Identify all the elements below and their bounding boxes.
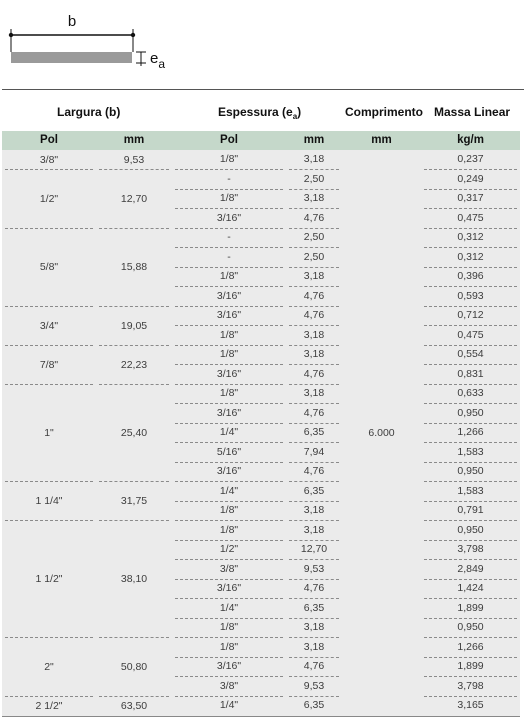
espessura-pol-cell: 3/16" [216, 309, 242, 321]
espessura-mm-cell: 3,18 [303, 328, 325, 341]
massa-linear-cell: 0,312 [457, 231, 484, 243]
largura-mm-cell: 63,50 [120, 699, 148, 712]
massa-linear-cell: 1,424 [457, 582, 484, 594]
massa-linear-cell: 0,249 [457, 172, 484, 185]
espessura-pol-cell: 3/16" [216, 582, 242, 594]
massa-linear-cell: 0,593 [457, 289, 484, 302]
massa-linear-cell: 0,317 [457, 192, 484, 204]
largura-mm-cell: 19,05 [120, 319, 148, 332]
espessura-mm-cell: 3,18 [303, 153, 325, 165]
massa-linear-cell: 0,554 [457, 348, 484, 360]
unit-comprimento-mm: mm [371, 134, 392, 146]
thickness-label: $e_a$ [150, 50, 166, 71]
espessura-pol-cell: 3/16" [216, 406, 242, 419]
massa-linear-cell: 0,312 [457, 250, 484, 263]
massa-linear-cell: 0,950 [457, 465, 484, 477]
espessura-mm-cell: 6,35 [303, 484, 325, 497]
espessura-pol-cell: 3/16" [216, 465, 242, 477]
unit-massa-kgm: kg/m [457, 134, 484, 146]
header-largura: Largura (b) [57, 105, 121, 119]
espessura-pol-cell: 1/8" [219, 348, 239, 360]
largura-pol-cell: 7/8" [39, 358, 59, 371]
comprimento-value: 6.000 [368, 426, 395, 439]
massa-linear-cell: 1,266 [457, 426, 484, 438]
espessura-pol-cell: 1/8" [219, 523, 239, 536]
massa-linear-cell: 2,849 [457, 562, 484, 575]
espessura-pol-cell: 3/8" [219, 679, 239, 692]
espessura-pol-cell: - [227, 231, 231, 243]
espessura-mm-cell: 9,53 [303, 679, 325, 692]
largura-pol-cell: 5/8" [39, 261, 59, 273]
massa-linear-cell: 3,798 [457, 543, 484, 555]
largura-mm-cell: 50,80 [120, 660, 148, 673]
espessura-pol-cell: 3/16" [216, 660, 242, 672]
espessura-mm-cell: 2,50 [303, 172, 325, 185]
massa-linear-cell: 1,266 [457, 640, 484, 653]
largura-mm-cell: 22,23 [120, 358, 148, 371]
espessura-mm-cell: 12,70 [300, 543, 328, 555]
massa-linear-cell: 1,583 [457, 484, 484, 497]
table-unit-headers [2, 131, 520, 150]
unit-espessura-mm: mm [303, 134, 325, 146]
espessura-pol-cell: 1/8" [219, 328, 239, 341]
largura-pol-cell: 1/2" [39, 192, 59, 205]
espessura-mm-cell: 4,76 [303, 582, 325, 594]
massa-linear-cell: 1,583 [457, 445, 484, 458]
espessura-mm-cell: 6,35 [303, 699, 325, 711]
espessura-pol-cell: 1/8" [219, 192, 239, 204]
width-label: b [67, 13, 77, 30]
massa-linear-cell: 0,712 [457, 309, 484, 321]
largura-pol-cell: 2" [44, 660, 54, 673]
espessura-pol-cell: 3/8" [219, 562, 239, 575]
unit-espessura-pol: Pol [220, 134, 238, 146]
espessura-mm-cell: 3,18 [303, 523, 325, 536]
espessura-mm-cell: 4,76 [303, 211, 325, 224]
header-comprimento: Comprimento [345, 105, 423, 119]
massa-linear-cell: 0,475 [457, 211, 484, 224]
massa-linear-cell: 0,237 [457, 153, 484, 165]
espessura-mm-cell: 3,18 [303, 348, 325, 360]
largura-pol-cell: 3/8" [39, 153, 59, 166]
massa-linear-cell: 0,633 [457, 387, 484, 399]
espessura-pol-cell: 1/8" [219, 387, 239, 399]
largura-mm-cell: 12,70 [120, 192, 148, 205]
espessura-pol-cell: 3/16" [216, 289, 242, 302]
data-table-body [2, 150, 520, 716]
largura-pol-cell: 1 1/4" [35, 495, 63, 507]
massa-linear-cell: 0,791 [457, 504, 484, 516]
espessura-pol-cell: - [227, 172, 231, 185]
massa-linear-cell: 0,950 [457, 523, 484, 536]
espessura-mm-cell: 4,76 [303, 406, 325, 419]
espessura-mm-cell: 3,18 [303, 387, 325, 399]
espessura-pol-cell: 1/8" [219, 153, 239, 165]
espessura-mm-cell: 3,18 [303, 270, 325, 282]
massa-linear-cell: 0,950 [457, 406, 484, 419]
espessura-pol-cell: 1/4" [219, 426, 239, 438]
table-group-headers [0, 101, 524, 123]
header-massa-linear: Massa Linear [434, 105, 511, 119]
largura-pol-cell: 3/4" [39, 319, 59, 332]
massa-linear-cell: 3,798 [457, 679, 484, 692]
largura-pol-cell: 2 1/2" [35, 699, 63, 712]
massa-linear-cell: 1,899 [457, 601, 484, 614]
espessura-mm-cell: 3,18 [303, 504, 325, 516]
unit-largura-mm: mm [123, 134, 145, 146]
espessura-pol-cell: 1/8" [219, 621, 239, 633]
massa-linear-cell: 0,831 [457, 367, 484, 380]
massa-linear-cell: 0,475 [457, 328, 484, 341]
espessura-mm-cell: 4,76 [303, 367, 325, 380]
espessura-pol-cell: 1/8" [219, 640, 239, 653]
espessura-mm-cell: 2,50 [303, 250, 325, 263]
espessura-mm-cell: 7,94 [303, 445, 325, 458]
espessura-pol-cell: 1/8" [219, 270, 239, 282]
largura-mm-cell: 15,88 [120, 261, 148, 273]
espessura-pol-cell: - [227, 250, 231, 263]
largura-mm-cell: 9,53 [123, 153, 145, 166]
header-espessura: Espessura $(e_a)$ [218, 105, 302, 121]
espessura-mm-cell: 4,76 [303, 465, 325, 477]
table-top-rule [2, 89, 524, 90]
massa-linear-cell: 0,950 [457, 621, 484, 633]
espessura-mm-cell: 9,53 [303, 562, 325, 575]
massa-linear-cell: 3,165 [457, 699, 484, 711]
espessura-mm-cell: 4,76 [303, 660, 325, 672]
massa-linear-cell: 1,899 [457, 660, 484, 672]
espessura-mm-cell: 3,18 [303, 640, 325, 653]
espessura-mm-cell: 4,76 [303, 309, 325, 321]
espessura-pol-cell: 3/16" [216, 211, 242, 224]
espessura-mm-cell: 3,18 [303, 192, 325, 204]
espessura-mm-cell: 6,35 [303, 426, 325, 438]
largura-pol-cell: 1" [44, 426, 54, 439]
espessura-mm-cell: 2,50 [303, 231, 325, 243]
espessura-pol-cell: 3/16" [216, 367, 242, 380]
largura-mm-cell: 25,40 [120, 426, 148, 439]
massa-linear-cell: 0,396 [457, 270, 484, 282]
cross-section-diagram [0, 0, 200, 80]
flat-bar-shape [11, 52, 132, 63]
espessura-mm-cell: 4,76 [303, 289, 325, 302]
espessura-pol-cell: 1/8" [219, 504, 239, 516]
unit-largura-pol: Pol [40, 134, 58, 146]
espessura-pol-cell: 1/4" [219, 699, 239, 711]
espessura-mm-cell: 3,18 [303, 621, 325, 633]
espessura-pol-cell: 5/16" [216, 445, 242, 458]
espessura-pol-cell: 1/2" [219, 543, 239, 555]
espessura-pol-cell: 1/4" [219, 484, 239, 497]
largura-pol-cell: 1 1/2" [35, 573, 63, 585]
table-bottom-rule [2, 716, 520, 717]
espessura-mm-cell: 6,35 [303, 601, 325, 614]
largura-mm-cell: 31,75 [120, 495, 148, 507]
largura-mm-cell: 38,10 [120, 573, 148, 585]
espessura-pol-cell: 1/4" [219, 601, 239, 614]
